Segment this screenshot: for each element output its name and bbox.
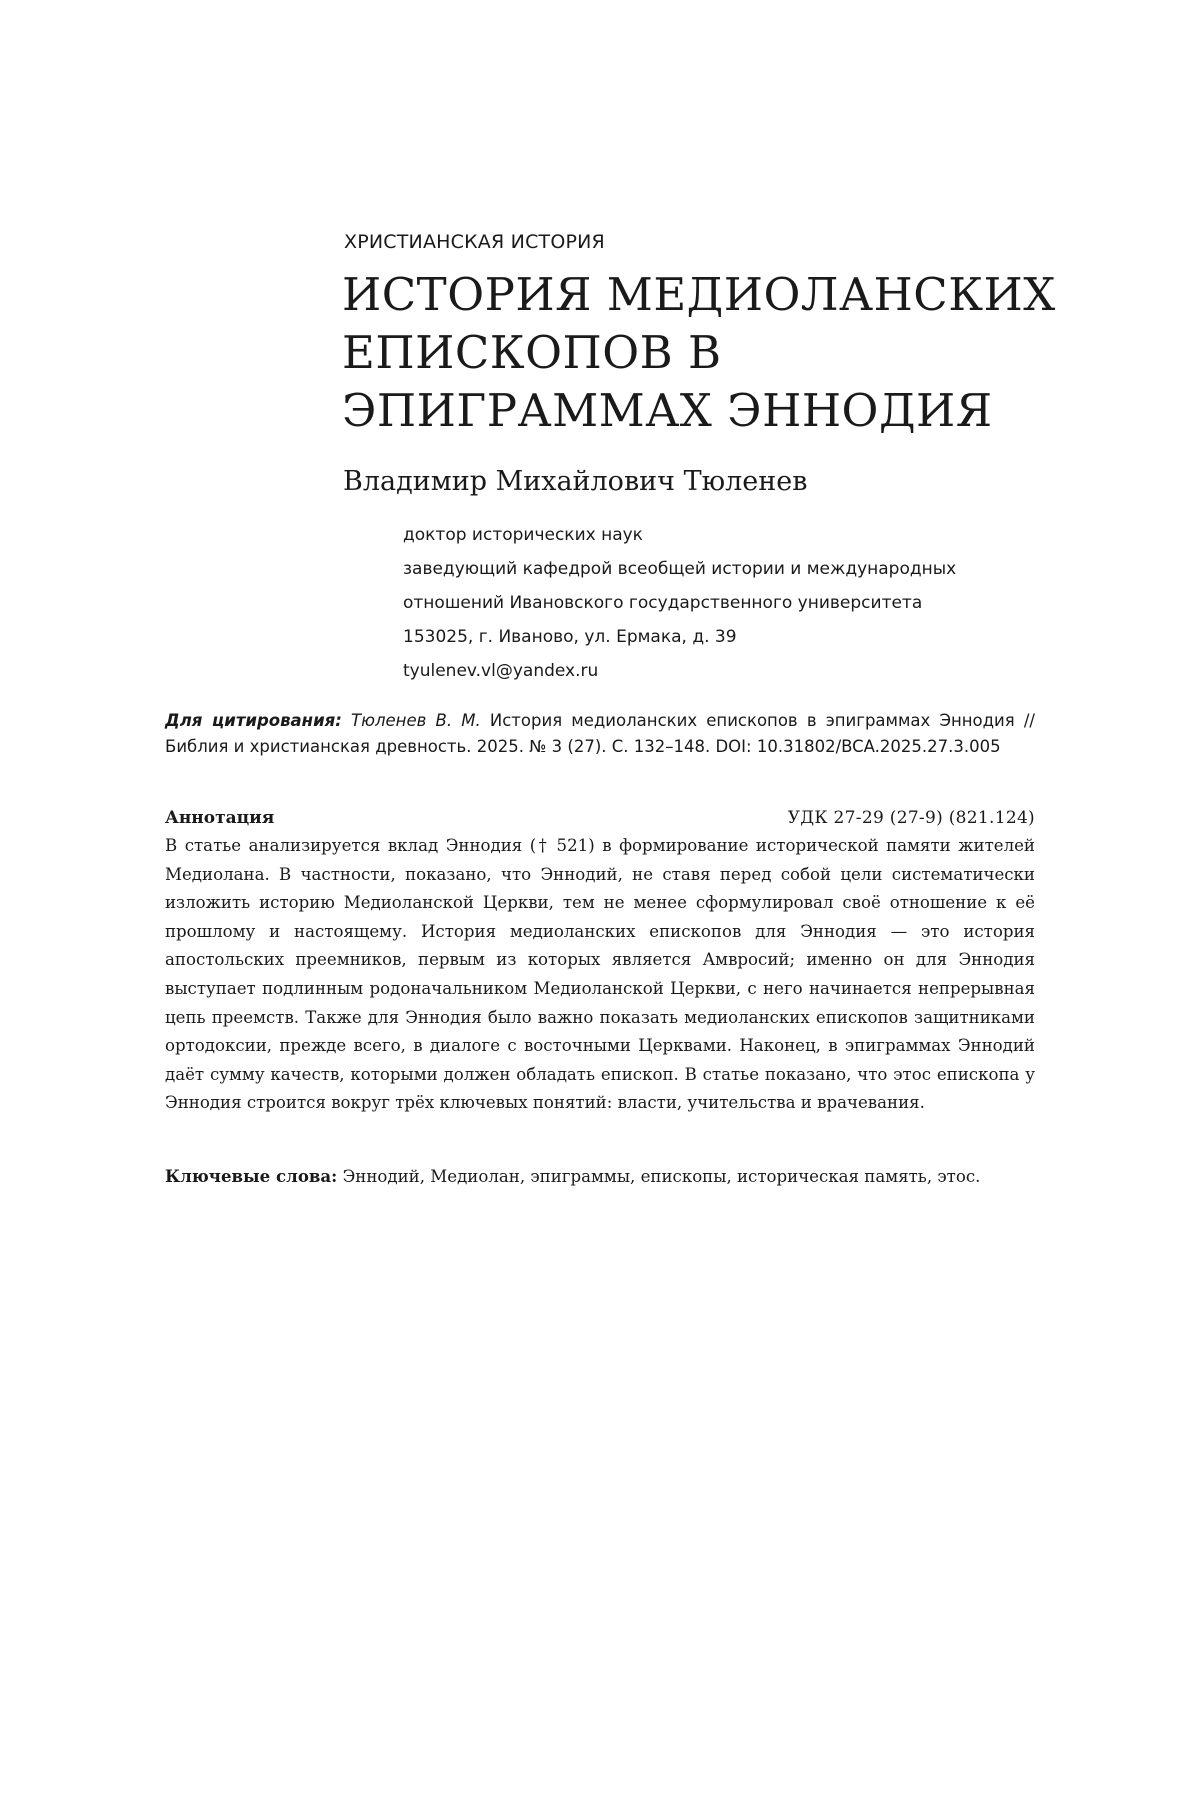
article-title-line: ИСТОРИЯ МЕДИОЛАНСКИХ xyxy=(342,268,1056,321)
udk-code: УДК 27-29 (27-9) (821.124) xyxy=(787,808,1035,828)
citation-author: Тюленев В. М. xyxy=(351,711,481,730)
keywords-block xyxy=(165,1162,1035,1192)
annotation-header xyxy=(165,806,1035,830)
author-position: заведующий кафедрой всеобщей истории и международных xyxy=(403,559,957,579)
keywords-text: Эннодий, Медиолан, эпиграммы, епископы, историческая память, этос. xyxy=(342,1167,981,1186)
article-title xyxy=(342,266,1062,440)
author-name: Владимир Михайлович Тюленев xyxy=(343,466,808,497)
annotation-label: Аннотация xyxy=(165,808,275,828)
keywords-label: Ключевые слова: xyxy=(165,1166,338,1186)
section-rubric: ХРИСТИАНСКАЯ ИСТОРИЯ xyxy=(344,231,605,253)
author-degree: доктор исторических наук xyxy=(403,525,643,545)
author-affiliation xyxy=(403,518,1023,688)
abstract-text: В статье анализируется вклад Эннодия († 521) в формирование исторической памяти жителей Медиолана. В частности, показано, что Эннодий, не ставя перед собой цели систематически изложить историю Медиоланской Церкви, тем не менее сформулировал своё отношение к её прошлому и настоящему. История медиоланских епископов для Эннодия — это история апостольских преемников, первым из которых является Амвросий; именно он для Эннодия выступает подлинным родоначальником Медиоланской Церкви, с него начинается непрерывная цепь преемств. Также для Эннодия было важно показать медиоланских епископов защитниками ортодоксии, прежде всего, в диалоге с восточными Церквами. Наконец, в эпиграммах Эннодий даёт сумму качеств, которыми должен обладать епископ. В статье показано, что этос епископа у Эннодия строится вокруг трёх ключевых понятий: власти, учительства и врачевания. xyxy=(165,836,1035,1113)
article-title-line: ЕПИСКОПОВ В xyxy=(342,326,722,379)
citation-block xyxy=(165,708,1035,760)
author-email[interactable]: tyulenev.vl@yandex.ru xyxy=(403,661,599,681)
author-address: 153025, г. Иваново, ул. Ермака, д. 39 xyxy=(403,627,737,647)
citation-label: Для цитирования: xyxy=(165,711,342,730)
author-position-cont: отношений Ивановского государственного университета xyxy=(403,593,923,613)
article-title-line: ЭПИГРАММАХ ЭННОДИЯ xyxy=(342,384,993,437)
citation-text: История медиоланских епископов в эпиграммах Эннодия // Библия и христианская древность. 2025. № 3 (27). С. 132–148. DOI: 10.31802/BCA.2025.27.3.005 xyxy=(165,711,1035,756)
